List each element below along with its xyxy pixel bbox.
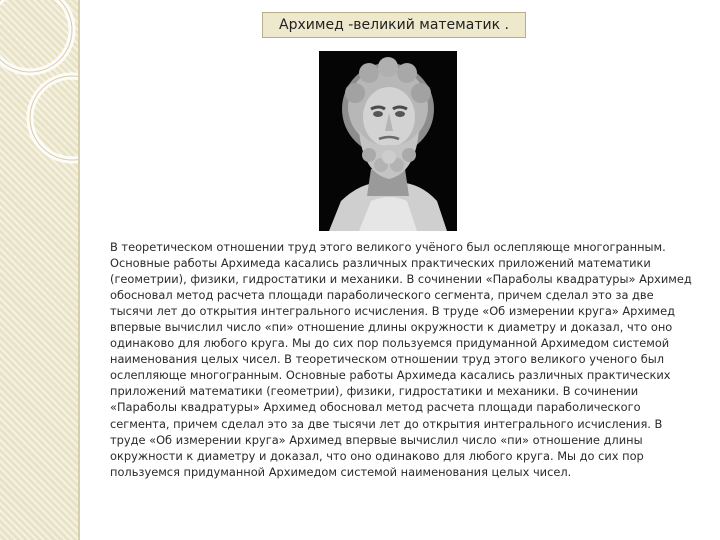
bust-icon xyxy=(319,51,457,231)
slide-title: Архимед -великий математик . xyxy=(262,12,526,38)
side-band-divider xyxy=(78,0,80,540)
archimedes-bust-image xyxy=(319,51,457,231)
circle-ornament-icon xyxy=(0,0,80,200)
body-paragraph: В теоретическом отношении труд этого великого учёного был ослепляюще многогранным. Основные работы Архимеда касались различных практических приложений математики (геометрии), физики, гидростатики и механики. В сочинении «Параболы квадратуры» Архимед обосновал метод расчета площади параболического сегмента, причем сделал это за две тысячи лет до открытия интегрального исчисления. В труде «Об измерении круга» Архимед впервые вычислил число «пи» отношение длины окружности к диаметру и доказал, что оно одинаково для любого круга. Мы до сих пор пользуемся придуманной Архимедом системой наименования целых чисел. В теоретическом отношении труд этого великого ученого был ослепляюще многогранным. Основные работы Архимеда касались различных практических приложений математики (геометрии), физики, гидростатики и механики. В сочинении «Параболы квадратуры» Архимед обосновал метод расчета площади параболического сегмента, причем сделал это за две тысячи лет до открытия интегрального исчисления. В труде «Об измерении круга» Архимед впервые вычислил число «пи» отношение длины окружности к диаметру и доказал, что оно одинаково для любого круга. Мы до сих пор пользуемся придуманной Архимедом системой наименования целых чисел. xyxy=(110,240,692,479)
